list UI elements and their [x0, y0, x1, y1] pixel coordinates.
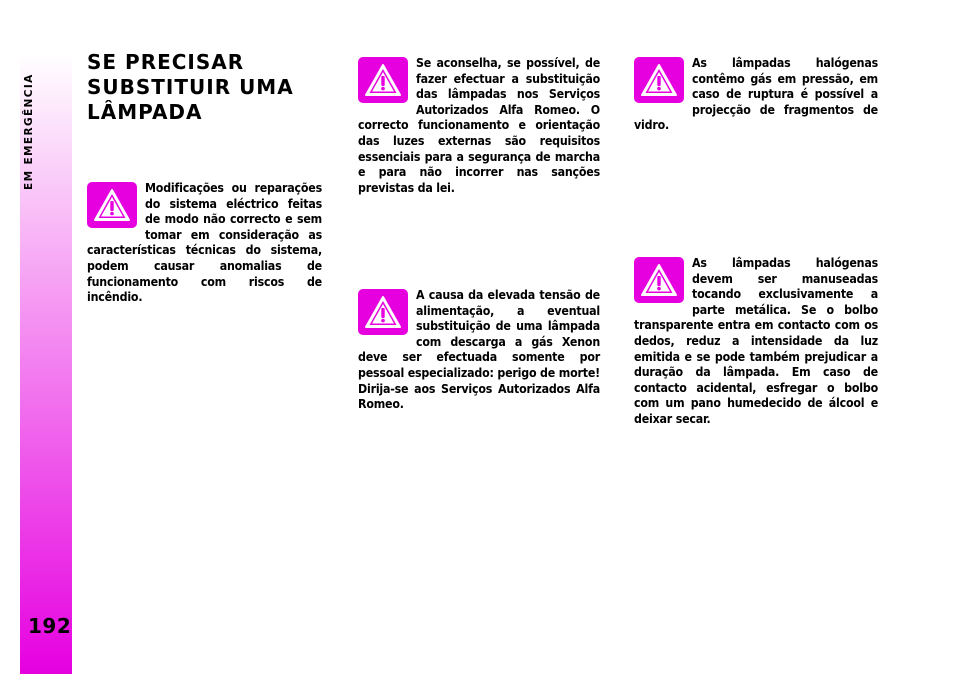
warning-note-modifications	[87, 181, 322, 306]
warning-triangle-icon	[634, 257, 684, 303]
warning-triangle-icon	[634, 57, 684, 103]
warning-triangle-icon	[358, 57, 408, 103]
warning-note-text: As lâmpadas halógenas devem ser manuseadas tocando exclusivamente a parte metálica. Se o bolbo transparente entra em contacto com os dedos, reduz a intensidade da luz emitida e se pode também prejudicar a duração da lâmpada. Em caso de contacto acidental, esfregar o bolbo com um pano humedecido de álcool e deixar secar.	[634, 256, 878, 426]
warning-note-halogen-pressure	[634, 56, 878, 134]
page-number: 192	[28, 614, 72, 638]
warning-note-text: Se aconselha, se possível, de fazer efectuar a substituição das lâmpadas nos Serviços Autorizados Alfa Romeo. O correcto funcionamento e orientação das luzes externas são requisitos essenciais para a segurança de marcha e para não incorrer nas sanções previstas da lei.	[358, 56, 600, 195]
section-title: EM EMERGÊNCIA	[23, 73, 35, 190]
warning-triangle-icon	[87, 182, 137, 228]
warning-note-halogen-handling	[634, 256, 878, 428]
warning-triangle-icon	[358, 289, 408, 335]
page-heading: SE PRECISAR SUBSTITUIR UMA LÂMPADA	[87, 50, 294, 124]
warning-note-text: A causa da elevada tensão de alimentação, a eventual substituição de uma lâmpada com descarga a gás Xenon deve ser efectuada somente por pessoal especializado: perigo de morte! Dirija-se aos Serviços Autorizados Alfa Romeo.	[358, 288, 600, 412]
warning-note-text: Modificações ou reparações do sistema eléctrico feitas de modo não correcto e sem tomar em consideração as características técnicas do sistema, podem causar anomalias de funcionamento com riscos de incêndio.	[87, 181, 322, 305]
warning-note-text: As lâmpadas halógenas contêmo gás em pressão, em caso de ruptura é possível a projecção de fragmentos de vidro.	[634, 56, 878, 133]
warning-note-xenon	[358, 288, 600, 413]
warning-note-service	[358, 56, 600, 196]
